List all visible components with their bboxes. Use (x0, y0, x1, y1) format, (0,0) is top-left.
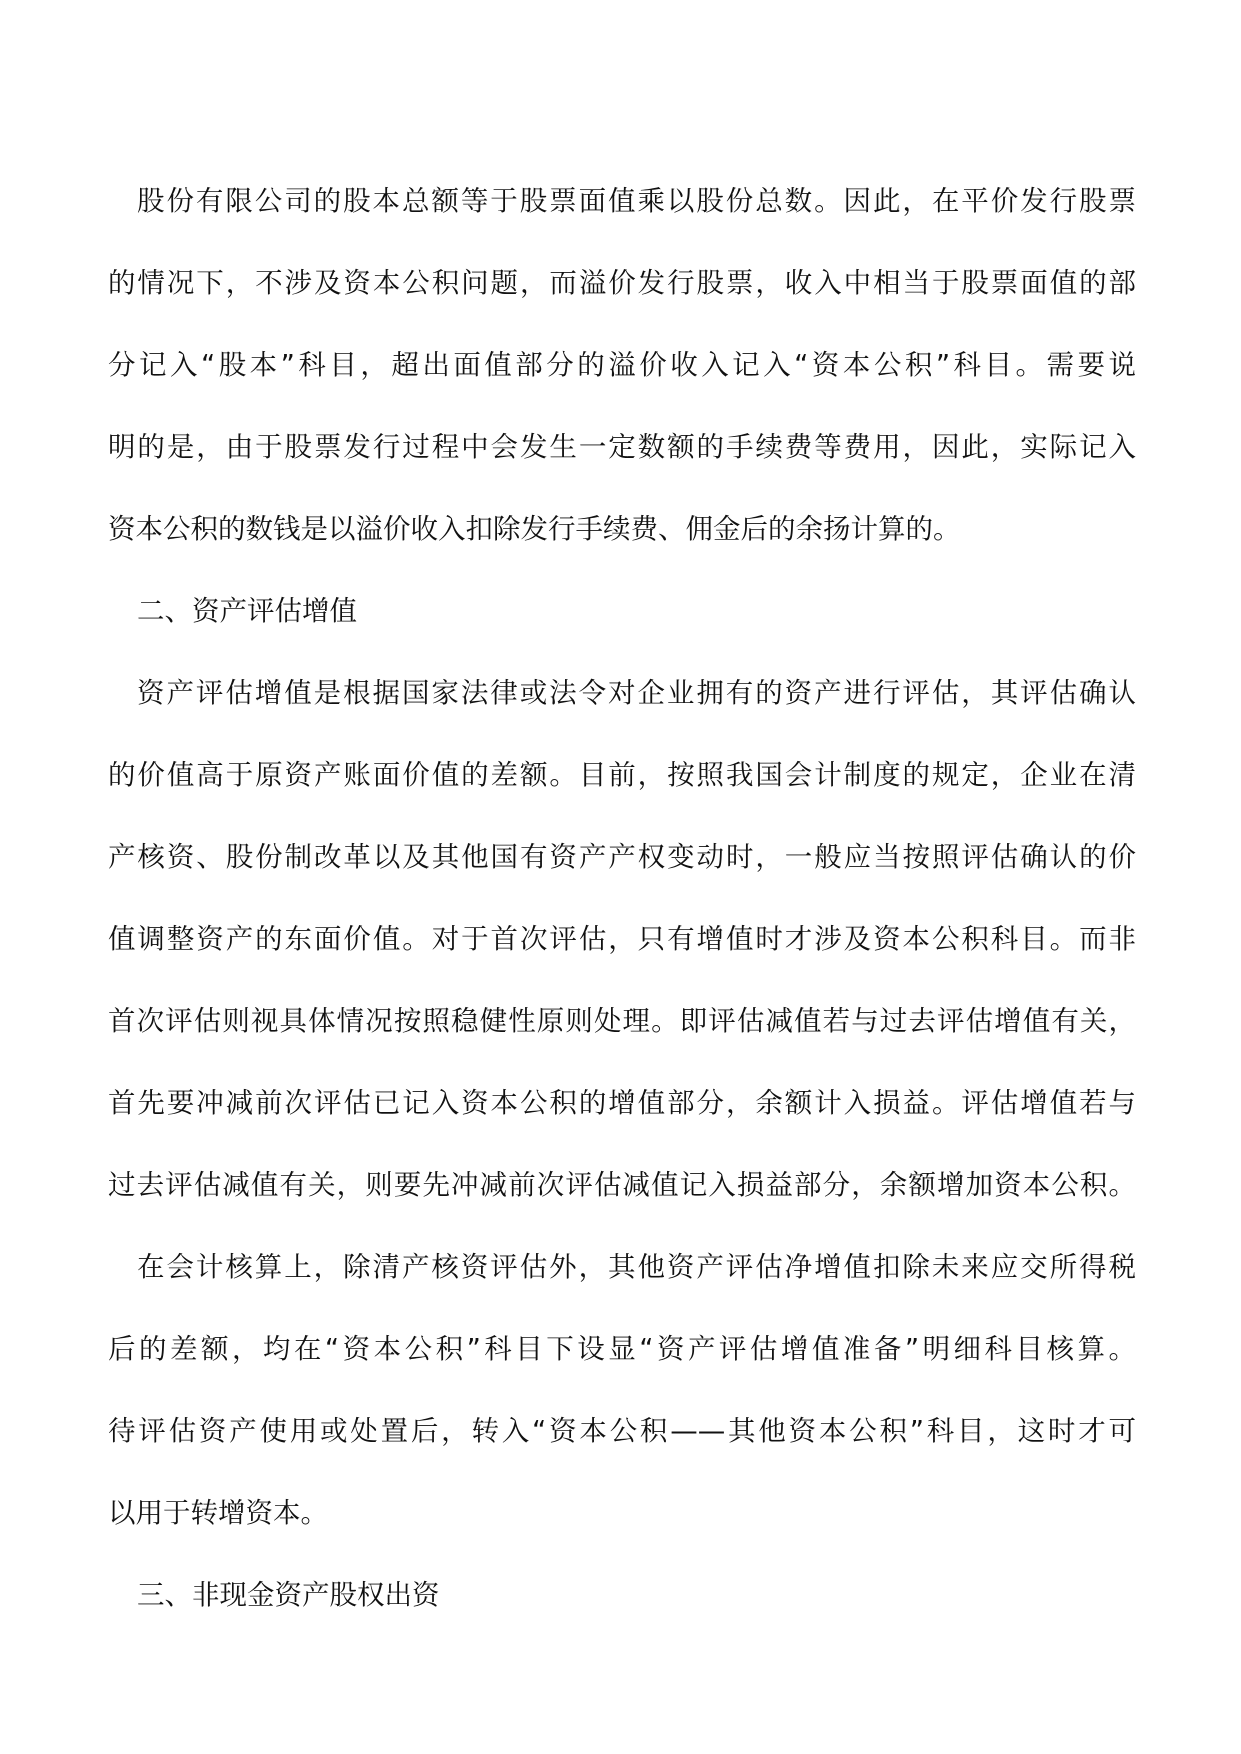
heading-line: 二、资产评估增值 (137, 595, 357, 627)
text-line: 明的是，由于股票发行过程中会发生一定数额的手续费等费用，因此，实际记入 (108, 431, 1136, 463)
text-line: 分记入“股本”科目，超出面值部分的溢价收入记入“资本公积”科目。需要说 (108, 349, 1136, 381)
text-line: 过去评估减值有关，则要先冲减前次评估减值记入损益部分，余额增加资本公积。 (108, 1169, 1136, 1201)
text-line: 首先要冲减前次评估已记入资本公积的增值部分，余额计入损益。评估增值若与 (108, 1087, 1136, 1119)
section-heading-non-cash-assets (108, 1554, 1136, 1636)
text-line: 首次评估则视具体情况按照稳健性原则处理。即评估减值若与过去评估增值有关， (108, 1005, 1136, 1037)
text-line: 以用于转增资本。 (108, 1497, 328, 1529)
heading-line: 三、非现金资产股权出资 (137, 1579, 440, 1611)
paragraph-accounting (108, 1226, 1136, 1554)
text-line: 的价值高于原资产账面价值的差额。目前，按照我国会计制度的规定，企业在清 (108, 759, 1136, 791)
text-line: 的情况下，不涉及资本公积问题，而溢价发行股票，收入中相当于股票面值的部 (108, 267, 1136, 299)
document-body (108, 160, 1136, 1636)
text-line: 值调整资产的东面价值。对于首次评估，只有增值时才涉及资本公积科目。而非 (108, 923, 1136, 955)
text-line: 在会计核算上，除清产核资评估外，其他资产评估净增值扣除未来应交所得税 (137, 1251, 1136, 1283)
text-line: 待评估资产使用或处置后，转入“资本公积——其他资本公积”科目，这时才可 (108, 1415, 1136, 1447)
paragraph-asset-appraisal (108, 652, 1136, 1226)
text-line: 资产评估增值是根据国家法律或法令对企业拥有的资产进行评估，其评估确认 (137, 677, 1136, 709)
paragraph-share-capital (108, 160, 1136, 570)
text-line: 产核资、股份制改革以及其他国有资产产权变动时，一般应当按照评估确认的价 (108, 841, 1136, 873)
text-line: 后的差额，均在“资本公积”科目下设显“资产评估增值准备”明细科目核算。 (108, 1333, 1136, 1365)
text-line: 股份有限公司的股本总额等于股票面值乘以股份总数。因此，在平价发行股票 (137, 185, 1136, 217)
section-heading-asset-appraisal (108, 570, 1136, 652)
text-line: 资本公积的数钱是以溢价收入扣除发行手续费、佣金后的余扬计算的。 (108, 513, 961, 545)
